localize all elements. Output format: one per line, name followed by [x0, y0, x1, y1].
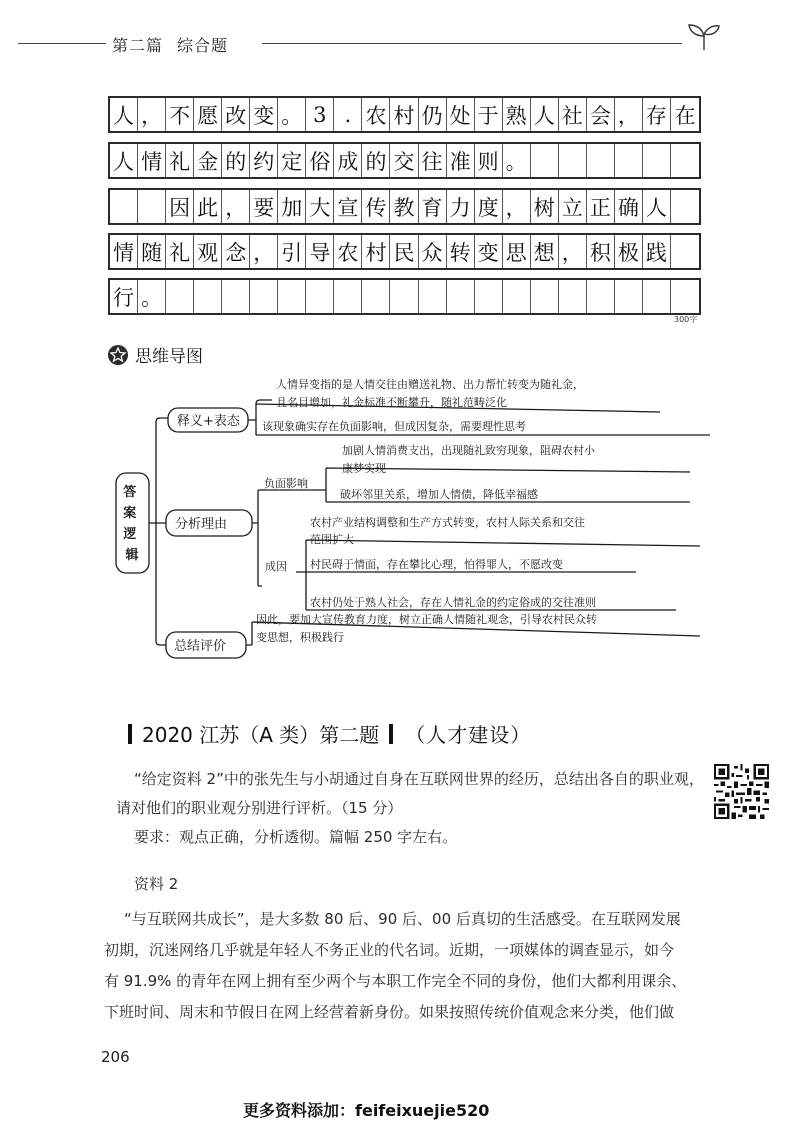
- essay-grid-cell: 教: [390, 190, 418, 223]
- essay-grid-cell: 3: [306, 98, 334, 131]
- essay-grid-cell: 社: [559, 98, 587, 131]
- essay-grid-cell: 变: [475, 235, 503, 268]
- essay-grid-cell: ，: [503, 190, 531, 223]
- essay-grid-cell: [110, 190, 138, 223]
- essay-grid-cell: 确: [615, 190, 643, 223]
- essay-grid-row: [108, 233, 701, 270]
- cause-item: 农村仍处于熟人社会，存在人情礼金的约定俗成的交往准则: [310, 596, 596, 609]
- root-char-3: 辑: [125, 548, 139, 563]
- conclusion-node-label: 总结评价: [174, 639, 227, 654]
- negative-impact-item: 加剧人情消费支出，出现随礼致穷现象，阻碍农村小: [342, 444, 595, 457]
- essay-grid-cell: 思: [503, 235, 531, 268]
- essay-grid-cell: 极: [615, 235, 643, 268]
- essay-grid-cell: 人: [531, 98, 559, 131]
- essay-grid-cell: 人: [643, 190, 671, 223]
- essay-grid-cell: [138, 190, 166, 223]
- essay-grid-cell: [643, 280, 671, 313]
- essay-grid-cell: [447, 280, 475, 313]
- essay-grid-cell: 育: [419, 190, 447, 223]
- essay-grid-cell: 处: [447, 98, 475, 131]
- essay-grid-cell: 加: [278, 190, 306, 223]
- mind-map-title: 思维导图: [135, 347, 203, 367]
- essay-grid-cell: 践: [643, 235, 671, 268]
- essay-grid-cell: [643, 144, 671, 177]
- essay-grid-cell: 愿: [194, 98, 222, 131]
- essay-grid-cell: 想: [531, 235, 559, 268]
- essay-grid-cell: 准: [447, 144, 475, 177]
- essay-grid-cell: 民: [390, 235, 418, 268]
- title-bar-left: [128, 724, 132, 744]
- essay-grid-cell: 定: [278, 144, 306, 177]
- essay-grid-cell: [222, 280, 250, 313]
- essay-grid-cell: [334, 280, 362, 313]
- header-section-title: 综合题: [177, 36, 229, 55]
- question-title-text: 2020 江苏（A 类）第二题: [142, 723, 380, 747]
- word-count-label: 300字: [674, 315, 698, 324]
- essay-grid-cell: 则: [475, 144, 503, 177]
- analysis-node-label: 分析理由: [175, 517, 228, 532]
- essay-grid-cell: 积: [587, 235, 615, 268]
- negative-impact-item: 康梦实现: [342, 462, 386, 475]
- definition-node-label: 释义+表态: [177, 414, 240, 429]
- essay-grid-cell: 大: [306, 190, 334, 223]
- essay-grid-cell: [419, 280, 447, 313]
- essay-grid-cell: 要: [250, 190, 278, 223]
- negative-impact-label: 负面影响: [264, 477, 308, 490]
- definition-item: 且名目增加，礼金标准不断攀升，随礼范畴泛化: [276, 396, 507, 409]
- essay-grid-cell: 。: [503, 144, 531, 177]
- essay-grid-cell: 农: [334, 235, 362, 268]
- essay-grid-cell: [390, 280, 418, 313]
- essay-grid-cell: ，: [222, 190, 250, 223]
- essay-grid-row: [108, 278, 701, 315]
- mind-map-diagram: [0, 360, 800, 680]
- essay-grid-cell: 度: [475, 190, 503, 223]
- essay-grid-cell: 立: [559, 190, 587, 223]
- header-rule-left: [18, 43, 106, 44]
- essay-grid-row: [108, 188, 701, 225]
- essay-grid-cell: [278, 280, 306, 313]
- material-line: 有 91.9% 的青年在网上拥有至少两个与本职工作完全不同的身份，他们大都利用课余、: [104, 972, 687, 990]
- essay-grid-cell: [587, 144, 615, 177]
- cause-item: 村民碍于情面，存在攀比心理，怕得罪人，不愿改变: [310, 558, 563, 571]
- cause-item: 范围扩大: [310, 533, 354, 546]
- essay-grid-cell: [503, 280, 531, 313]
- essay-grid-cell: 因: [166, 190, 194, 223]
- root-char-1: 案: [123, 506, 137, 521]
- essay-grid-cell: [306, 280, 334, 313]
- header-section: 第二篇: [112, 36, 164, 55]
- essay-grid-row: [108, 142, 701, 179]
- root-char-0: 答: [123, 485, 137, 500]
- essay-grid-cell: 的: [362, 144, 390, 177]
- essay-grid-cell: 正: [587, 190, 615, 223]
- essay-grid-cell: 转: [447, 235, 475, 268]
- essay-grid-cell: [362, 280, 390, 313]
- essay-grid-cell: 仍: [419, 98, 447, 131]
- essay-grid-cell: 于: [475, 98, 503, 131]
- essay-grid-cell: 农: [362, 98, 390, 131]
- essay-grid-cell: ，: [138, 98, 166, 131]
- qr-code-icon: [714, 764, 769, 819]
- essay-grid-cell: [615, 280, 643, 313]
- essay-grid-cell: 情: [110, 235, 138, 268]
- essay-grid-cell: 在: [674, 103, 696, 128]
- conclusion-item: 变思想，积极践行: [256, 631, 344, 644]
- question-topic: （人才建设）: [405, 723, 532, 747]
- essay-grid-cell: 力: [447, 190, 475, 223]
- essay-grid-cell: ，: [559, 235, 587, 268]
- essay-grid-cell: [671, 190, 699, 223]
- essay-grid-cell: [531, 280, 559, 313]
- essay-grid-cell: 约: [250, 144, 278, 177]
- essay-grid-cell: [671, 235, 699, 268]
- essay-grid-cell: .: [334, 98, 362, 131]
- negative-impact-item: 破坏邻里关系，增加人情债，降低幸福感: [340, 488, 538, 501]
- essay-grid-cell: 导: [306, 235, 334, 268]
- essay-grid-cell: 念: [222, 235, 250, 268]
- material-label: 资料 2: [134, 875, 179, 893]
- essay-grid-cell: 宣: [334, 190, 362, 223]
- essay-grid-cell: 不: [166, 98, 194, 131]
- essay-grid-cell: 树: [531, 190, 559, 223]
- essay-grid-cell: ，: [615, 98, 643, 131]
- essay-grid-cell: 往: [419, 144, 447, 177]
- material-line: 初期，沉迷网络几乎就是年轻人不务正业的代名词。近期，一项媒体的调查显示，如今: [104, 941, 675, 959]
- essay-grid-cell: 引: [278, 235, 306, 268]
- essay-grid-cell: 改: [222, 98, 250, 131]
- essay-grid-cell: 存: [643, 98, 671, 131]
- essay-grid-cell: [671, 144, 699, 177]
- root-char-2: 逻: [123, 527, 137, 542]
- essay-grid-cell: 行: [110, 280, 138, 313]
- essay-grid-cell: 礼: [166, 235, 194, 268]
- svg-text:答 案 逻 辑: [122, 484, 141, 563]
- material-line: “与互联网共成长”，是大多数 80 后、90 后、00 后真切的生活感受。在互联网发展: [124, 910, 681, 928]
- conclusion-item: 因此，要加大宣传教育力度，树立正确人情随礼观念，引导农村民众转: [256, 613, 597, 626]
- essay-grid-cell: 的: [222, 144, 250, 177]
- title-bar-right: [389, 724, 393, 744]
- question-prompt-line1: “给定资料 2”中的张先生与小胡通过自身在互联网世界的经历，总结出各自的职业观，: [134, 770, 704, 788]
- question-prompt-line2: 请对他们的职业观分别进行评析。（15 分）: [116, 799, 403, 817]
- essay-grid-cell: [194, 280, 222, 313]
- essay-grid-cell: 此: [194, 190, 222, 223]
- essay-grid-cell: [615, 144, 643, 177]
- material-line: 下班时间、周末和节假日在网上经营着新身份。如果按照传统价值观念来分类，他们做: [104, 1003, 675, 1021]
- essay-grid-cell: ，: [250, 235, 278, 268]
- essay-grid-cell: 熟: [503, 98, 531, 131]
- essay-grid-cell: [475, 280, 503, 313]
- essay-grid-cell: [250, 280, 278, 313]
- essay-grid-cell: 交: [390, 144, 418, 177]
- essay-grid-cell: 。: [138, 280, 166, 313]
- sprout-icon: [686, 22, 722, 52]
- essay-grid-cell: 观: [194, 235, 222, 268]
- essay-grid-cell: [559, 144, 587, 177]
- essay-grid-cell: [587, 280, 615, 313]
- footer-contact-note: 更多资料添加：feifeixuejie520: [243, 1101, 490, 1120]
- essay-grid-cell: 情: [138, 144, 166, 177]
- question-title: [128, 719, 531, 748]
- definition-item: 人情异变指的是人情交往由赠送礼物、出力帮忙转变为随礼金，: [276, 378, 584, 391]
- page-number: 206: [101, 1048, 130, 1066]
- essay-grid-cell: 村: [362, 235, 390, 268]
- essay-grid-cell: 俗: [306, 144, 334, 177]
- essay-grid-cell: 。: [278, 98, 306, 131]
- essay-grid-cell: [559, 280, 587, 313]
- running-header: [112, 33, 228, 56]
- header-rule-right: [262, 43, 682, 44]
- question-requirement: 要求：观点正确，分析透彻。篇幅 250 字左右。: [134, 828, 458, 846]
- essay-grid-cell: [166, 280, 194, 313]
- essay-grid-cell: 随: [138, 235, 166, 268]
- essay-grid-cell: 传: [362, 190, 390, 223]
- definition-item: 该现象确实存在负面影响，但成因复杂，需要理性思考: [262, 420, 526, 433]
- essay-grid-cell: 人: [110, 98, 138, 131]
- essay-grid-cell: 成: [334, 144, 362, 177]
- essay-grid-cell: 礼: [166, 144, 194, 177]
- essay-grid-cell: 变: [250, 98, 278, 131]
- essay-grid-cell: 会: [587, 98, 615, 131]
- essay-grid-row: [108, 96, 701, 133]
- essay-grid-cell: 人: [110, 144, 138, 177]
- essay-grid-cell: [671, 280, 699, 313]
- essay-grid-cell: [531, 144, 559, 177]
- cause-item: 农村产业结构调整和生产方式转变，农村人际关系和交往: [310, 516, 585, 529]
- essay-grid-cell: 村: [390, 98, 418, 131]
- essay-grid-cell: 众: [419, 235, 447, 268]
- causes-label: 成因: [265, 560, 287, 573]
- essay-grid-cell: 金: [194, 144, 222, 177]
